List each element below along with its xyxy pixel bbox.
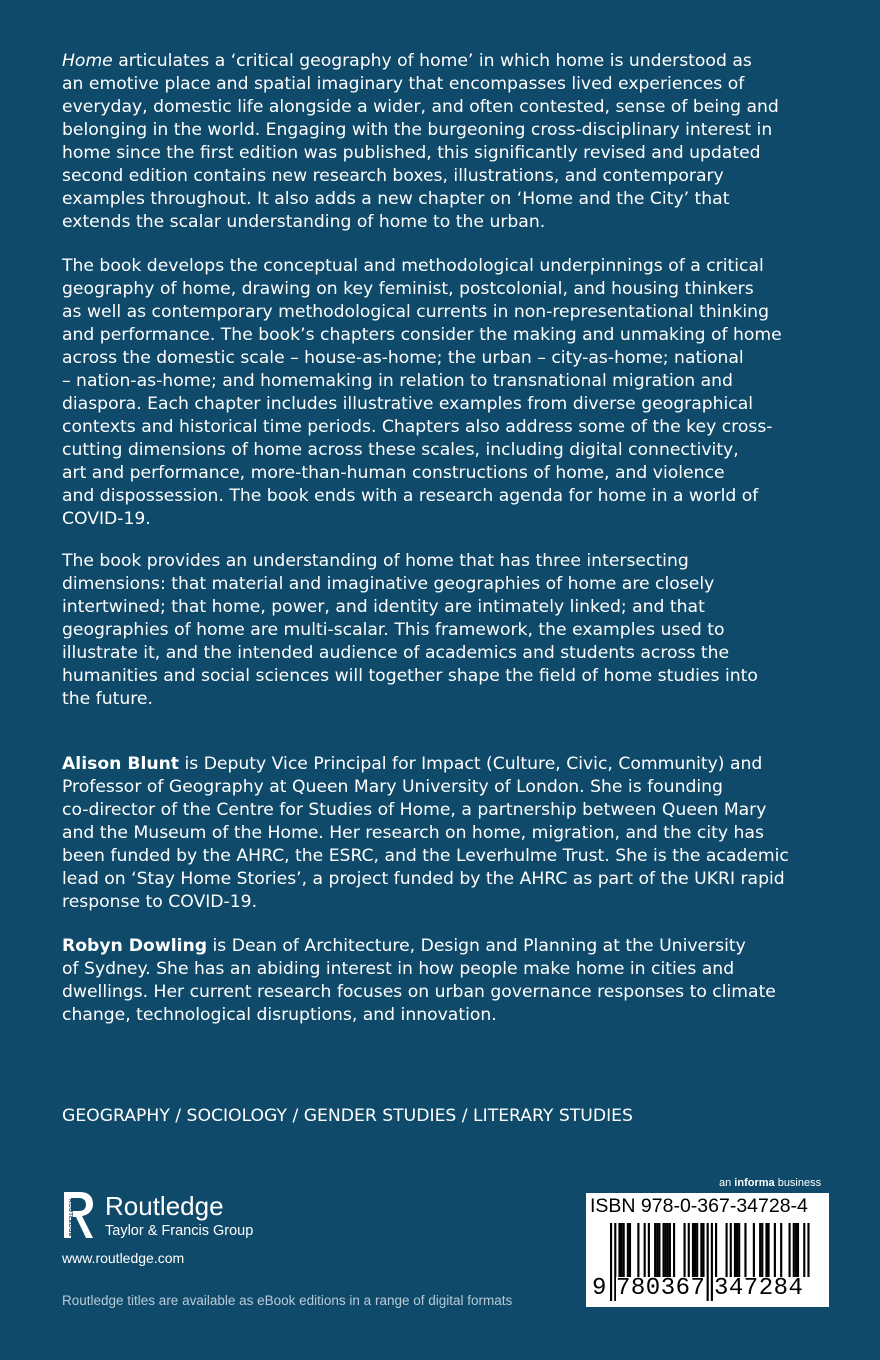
text-line: diaspora. Each chapter includes illustrative examples from diverse geographical xyxy=(62,394,754,414)
barcode-bar xyxy=(734,1223,736,1279)
barcode-bar xyxy=(667,1223,669,1279)
barcode-bar xyxy=(797,1223,799,1279)
barcode-bar xyxy=(780,1223,782,1279)
text-line: and dispossession. The book ends with a research agenda for home in a world of xyxy=(62,486,759,506)
text-line: The book develops the conceptual and methodological underpinnings of a critical xyxy=(62,256,764,276)
ean-right-digits: 347284 xyxy=(714,1277,810,1301)
barcode-bar xyxy=(618,1223,620,1279)
isbn-label: ISBN 978-0-367-34728-4 xyxy=(590,1195,808,1217)
barcode-bar xyxy=(774,1223,776,1279)
barcode-bar xyxy=(629,1223,631,1279)
barcode-bar xyxy=(759,1223,761,1279)
text-line: and performance. The book’s chapters consider the making and unmaking of home xyxy=(62,325,782,345)
text-line: art and performance, more-than-human constructions of home, and violence xyxy=(62,463,725,483)
text-line: geography of home, drawing on key feminist, postcolonial, and housing thinkers xyxy=(62,279,754,299)
barcode-bar xyxy=(702,1223,704,1279)
ean-left-digits: 780367 xyxy=(616,1275,706,1302)
barcode-bar xyxy=(715,1223,717,1279)
publisher-group: Taylor & Francis Group xyxy=(105,1223,254,1239)
barcode-bar xyxy=(761,1223,763,1279)
text-line: extends the scalar understanding of home to the urban. xyxy=(62,212,546,232)
text-line: and the Museum of the Home. Her research on home, migration, and the city has xyxy=(62,823,764,843)
barcode-bar xyxy=(765,1223,767,1279)
barcode-bar xyxy=(669,1223,671,1279)
barcode-bar xyxy=(789,1223,791,1279)
description-paragraph-1 xyxy=(62,50,822,234)
text-line: The book provides an understanding of home that has three intersecting xyxy=(62,551,689,571)
barcode-bar xyxy=(753,1223,755,1279)
barcode-bar xyxy=(665,1223,667,1279)
text-line: Professor of Geography at Queen Mary University of London. She is founding xyxy=(62,777,723,797)
barcode-bar xyxy=(707,1223,709,1301)
text-line: as well as contemporary methodological currents in non-representational thinking xyxy=(62,302,769,322)
text-line: Robyn Dowling is Dean of Architecture, Design and Planning at the University xyxy=(62,936,746,956)
italic-title: Home xyxy=(62,51,113,71)
text-line: – nation-as-home; and homemaking in relation to transnational migration and xyxy=(62,371,733,391)
barcode-bar xyxy=(623,1223,625,1279)
barcode-bar xyxy=(795,1223,797,1279)
barcode-bar xyxy=(673,1223,675,1279)
text-line: co-director of the Centre for Studies of Home, a partnership between Queen Mary xyxy=(62,800,767,820)
subject-categories: GEOGRAPHY / SOCIOLOGY / GENDER STUDIES / LITERARY STUDIES xyxy=(62,1106,633,1126)
text-line: Home articulates a ‘critical geography of home’ in which home is understood as xyxy=(62,51,752,71)
text-line: change, technological disruptions, and innovation. xyxy=(62,1005,497,1025)
text-line: Alison Blunt is Deputy Vice Principal for Impact (Culture, Civic, Community) and xyxy=(62,754,763,774)
author-bio-alison-blunt xyxy=(62,753,822,914)
text-line: COVID-19. xyxy=(62,509,151,529)
text-line: everyday, domestic life alongside a wider, and often contested, sense of being and xyxy=(62,97,779,117)
text-line: dwellings. Her current research focuses on urban governance responses to climate xyxy=(62,982,776,1002)
barcode-bar xyxy=(654,1223,656,1279)
text-line: humanities and social sciences will together shape the field of home studies into xyxy=(62,666,758,686)
author-name: Robyn Dowling xyxy=(62,936,208,956)
text-line: intertwined; that home, power, and identity are intimately linked; and that xyxy=(62,597,705,617)
text-line: contexts and historical time periods. Chapters also address some of the key cross- xyxy=(62,417,773,437)
informa-business-label: an informa business xyxy=(719,1177,822,1189)
barcode-bar xyxy=(700,1223,702,1279)
barcode-bar xyxy=(627,1223,629,1279)
description-paragraph-2 xyxy=(62,255,822,531)
barcode-bar xyxy=(637,1223,639,1279)
barcode-bar xyxy=(644,1223,646,1279)
barcode-bar xyxy=(658,1223,660,1279)
barcode-bar xyxy=(726,1223,728,1279)
barcode-bar xyxy=(696,1223,698,1279)
publisher-website[interactable]: www.routledge.com xyxy=(62,1250,185,1266)
text-line: cutting dimensions of home across these scales, including digital connectivity, xyxy=(62,440,739,460)
author-bio-robyn-dowling xyxy=(62,935,822,1027)
text-line: illustrate it, and the intended audience of academics and students across the xyxy=(62,643,730,663)
description-paragraph-3 xyxy=(62,550,822,711)
barcode-bar xyxy=(663,1223,665,1279)
barcode-bar xyxy=(688,1223,690,1279)
text-line: the future. xyxy=(62,689,153,709)
svg-text:ROUTLEDGE: ROUTLEDGE xyxy=(67,1199,74,1237)
text-line: lead on ‘Stay Home Stories’, a project funded by the AHRC as part of the UKRI rapid xyxy=(62,869,785,889)
barcode-bar xyxy=(768,1223,770,1279)
barcode-bar xyxy=(621,1223,623,1279)
text-line: examples throughout. It also adds a new chapter on ‘Home and the City’ that xyxy=(62,189,730,209)
barcode-bar xyxy=(730,1223,732,1279)
text-line: of Sydney. She has an abiding interest in how people make home in cities and xyxy=(62,959,735,979)
barcode-bar xyxy=(736,1223,738,1279)
informa-brand: informa xyxy=(734,1177,775,1189)
text-line: response to COVID-19. xyxy=(62,892,258,912)
barcode-bar xyxy=(648,1223,650,1279)
publisher-name: Routledge xyxy=(105,1191,224,1221)
barcode-bar xyxy=(692,1223,694,1279)
text-line: second edition contains new research boxes, illustrations, and contemporary xyxy=(62,166,724,186)
text-line: home since the first edition was published, this significantly revised and updated xyxy=(62,143,761,163)
text-line: an emotive place and spatial imaginary that encompasses lived experiences of xyxy=(62,74,745,94)
routledge-mark-icon xyxy=(62,1190,96,1240)
barcode-bar xyxy=(738,1223,740,1279)
barcode-bar xyxy=(684,1223,686,1279)
ean-first-digit: 9 xyxy=(592,1275,607,1302)
barcode-bar xyxy=(656,1223,658,1279)
text-line: dimensions: that material and imaginative geographies of home are closely xyxy=(62,574,715,594)
barcode-bar xyxy=(610,1223,612,1301)
text-line: belonging in the world. Engaging with the burgeoning cross-disciplinary interest in xyxy=(62,120,773,140)
author-name: Alison Blunt xyxy=(62,754,180,774)
barcode-bar xyxy=(711,1223,713,1301)
barcode-bar xyxy=(694,1223,696,1279)
text-line: been funded by the AHRC, the ESRC, and the Leverhulme Trust. She is the academic xyxy=(62,846,789,866)
text-line: geographies of home are multi-scalar. This framework, the examples used to xyxy=(62,620,725,640)
ebook-note: Routledge titles are available as eBook editions in a range of digital formats xyxy=(62,1293,513,1308)
routledge-logo xyxy=(62,1190,282,1240)
isbn-barcode xyxy=(586,1193,829,1307)
barcode-bar xyxy=(744,1223,746,1279)
barcode-bar xyxy=(793,1223,795,1279)
text-line: across the domestic scale – house-as-home; the urban – city-as-home; national xyxy=(62,348,744,368)
